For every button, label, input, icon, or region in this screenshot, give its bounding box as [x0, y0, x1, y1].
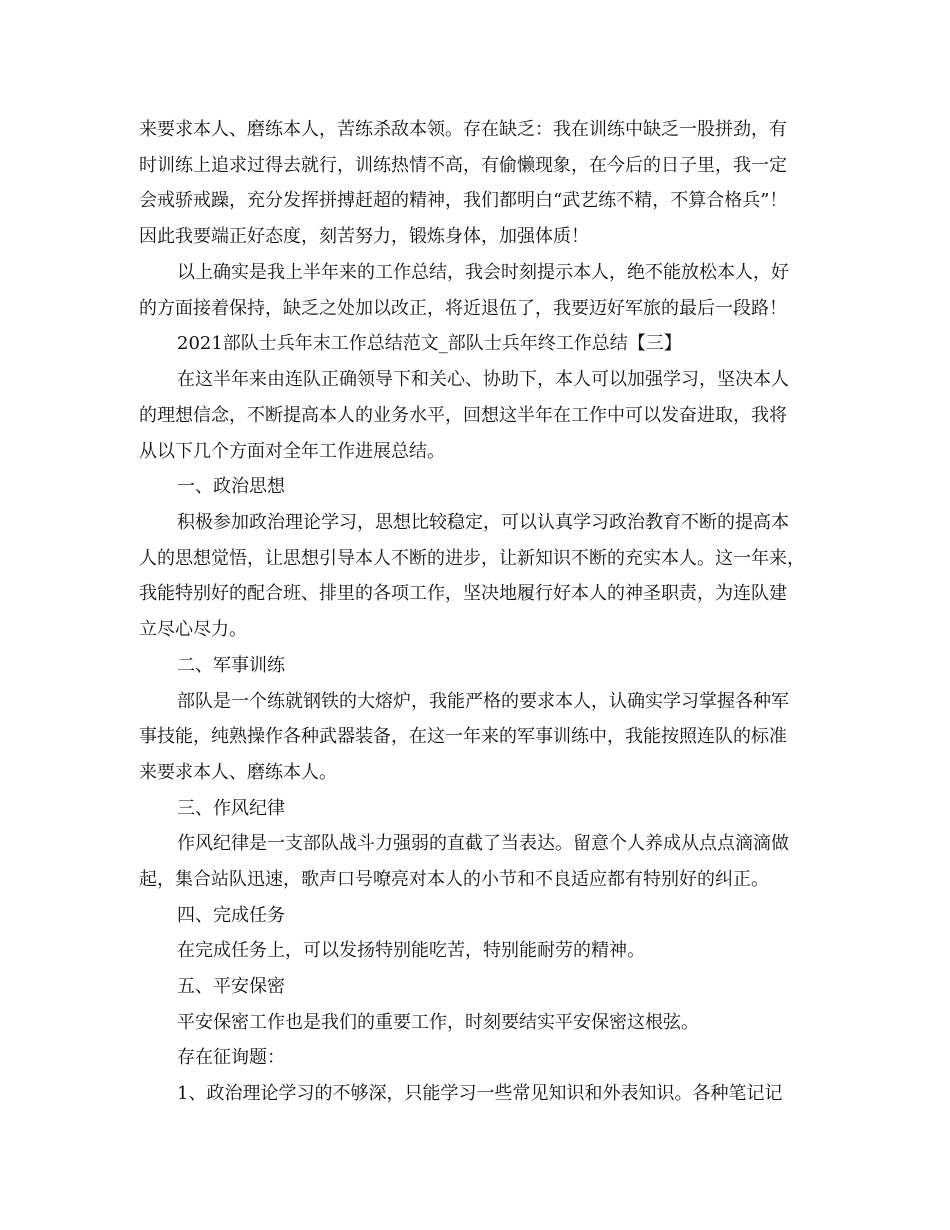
paragraph-line: 积极参加政治理论学习，思想比较稳定，可以认真学习政治教育不断的提高本 [177, 512, 789, 533]
section-heading: 二、军事训练 [177, 655, 285, 676]
paragraph-line: 我能特别好的配合班、排里的各项工作，坚决地履行好本人的神圣职责，为连队建 [139, 583, 787, 604]
paragraph-line: 立尽心尽力。 [139, 619, 247, 640]
paragraph-line: 起，集合站队迅速，歌声口号嘹亮对本人的小节和不良适应都有特别好的纠正。 [139, 869, 769, 890]
paragraph-line: 平安保密工作也是我们的重要工作，时刻要结实平安保密这根弦。 [177, 1012, 699, 1033]
paragraph-line: 时训练上追求过得去就行，训练热情不高，有偷懒现象，在今后的日子里，我一定 [139, 155, 787, 176]
section-heading: 四、完成任务 [177, 905, 285, 926]
paragraph-line: 会戒骄戒躁，充分发挥拼搏赶超的精神，我们都明白“武艺练不精，不算合格兵”！ [139, 190, 788, 211]
paragraph-line: 作风纪律是一支部队战斗力强弱的直截了当表达。留意个人养成从点点滴滴做 [177, 833, 789, 854]
paragraph-line: 来要求本人、磨练本人，苦练杀敌本领。存在缺乏：我在训练中缺乏一股拼劲，有 [139, 119, 787, 140]
paragraph-line: 存在征询题： [177, 1047, 285, 1068]
paragraph-line: 人的思想觉悟，让思想引导本人不断的进步，让新知识不断的充实本人。这一年来， [139, 548, 805, 569]
section-heading: 五、平安保密 [177, 976, 285, 997]
paragraph-line: 因此我要端正好态度，刻苦努力，锻炼身体，加强体质！ [139, 226, 589, 247]
section-heading: 一、政治思想 [177, 476, 285, 497]
paragraph-line: 的理想信念，不断提高本人的业务水平，回想这半年在工作中可以发奋进取，我将 [139, 405, 787, 426]
paragraph-line: 部队是一个练就钢铁的大熔炉，我能严格的要求本人，认确实学习掌握各种军 [177, 691, 789, 712]
section-title: 2021部队士兵年末工作总结范文_部队士兵年终工作总结【三】 [177, 333, 682, 354]
paragraph-line: 事技能，纯熟操作各种武器装备，在这一年来的军事训练中，我能按照连队的标准 [139, 726, 787, 747]
paragraph-line: 来要求本人、磨练本人。 [139, 762, 337, 783]
paragraph-line: 在这半年来由连队正确领导下和关心、协助下，本人可以加强学习，坚决本人 [177, 369, 789, 390]
paragraph-line: 在完成任务上，可以发扬特别能吃苦，特别能耐劳的精神。 [177, 940, 645, 961]
section-heading: 三、作风纪律 [177, 798, 285, 819]
paragraph-line: 从以下几个方面对全年工作进展总结。 [139, 441, 445, 462]
paragraph-line: 以上确实是我上半年来的工作总结，我会时刻提示本人，绝不能放松本人，好 [177, 262, 789, 283]
paragraph-line: 的方面接着保持，缺乏之处加以改正，将近退伍了，我要迈好军旅的最后一段路！ [139, 298, 787, 319]
paragraph-line: 1、政治理论学习的不够深，只能学习一些常见知识和外表知识。各种笔记记 [177, 1083, 783, 1104]
